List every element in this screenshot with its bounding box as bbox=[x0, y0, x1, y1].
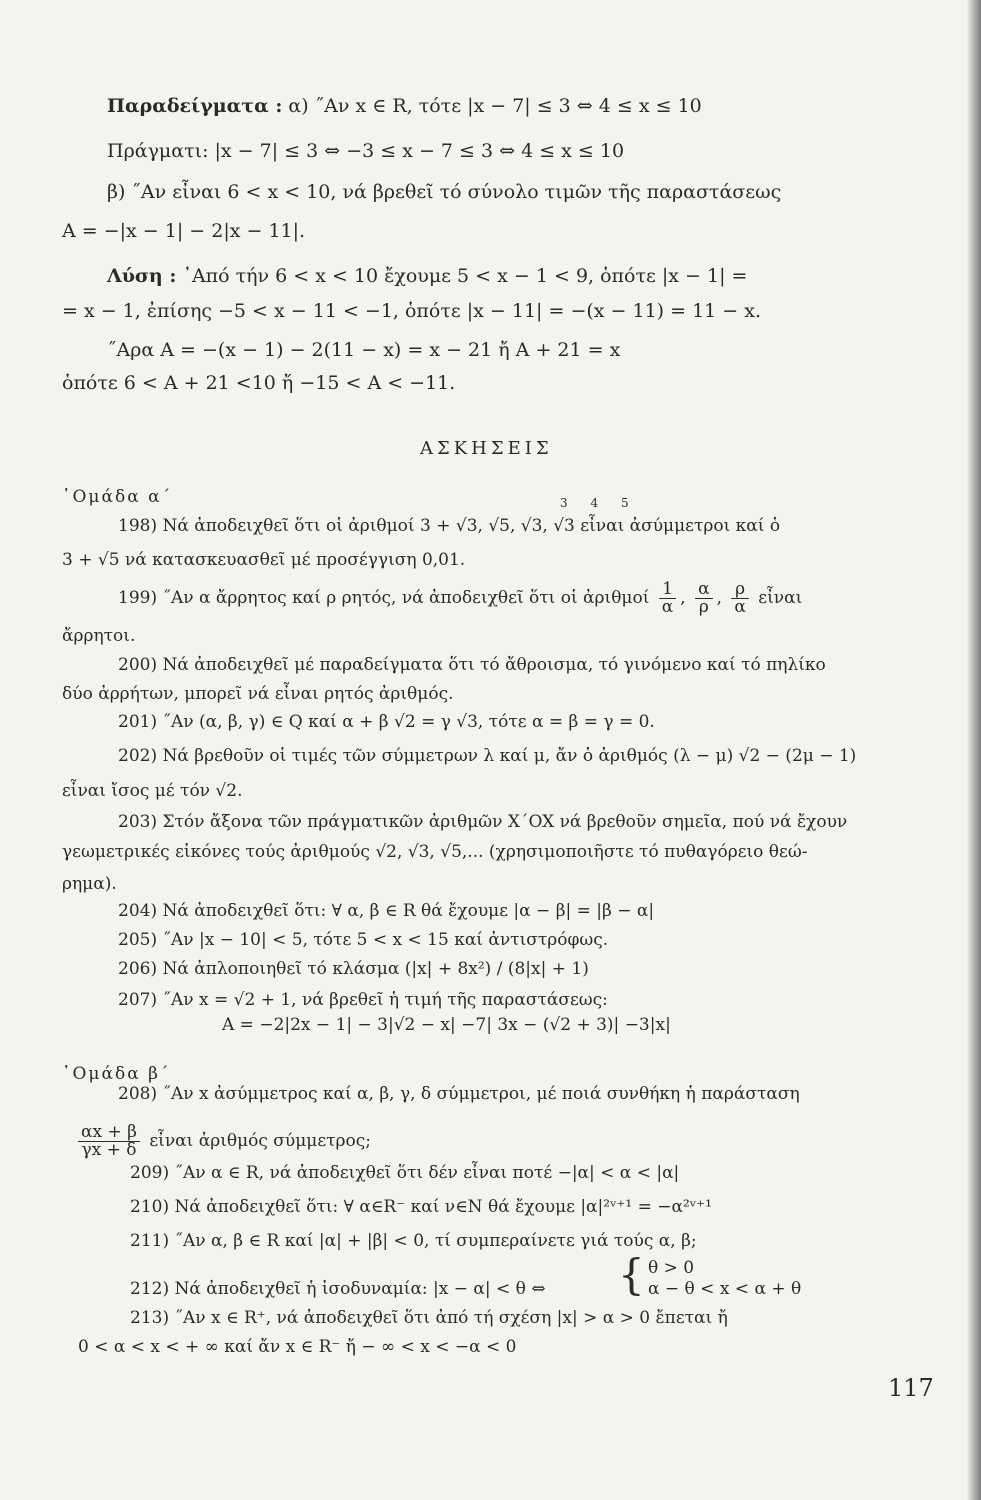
fraction-ax-b-over-yx-d bbox=[78, 1124, 140, 1159]
ex198-root-indices: 3 4 5 bbox=[560, 496, 629, 510]
ex211: 211) ˝Αν α, β ∈ R καί |α| + |β| < 0, τί συμπεραίνετε γιά τούς α, β; bbox=[130, 1231, 697, 1251]
examples-line-4: A = −|x − 1| − 2|x − 11|. bbox=[62, 220, 306, 242]
section-title: ΑΣΚΗΣΕΙΣ bbox=[420, 438, 553, 459]
examples-line-1 bbox=[107, 97, 702, 116]
group-b-heading: ῾Ομάδα β΄ bbox=[62, 1064, 171, 1084]
fraction-alpha-over-rho bbox=[695, 581, 712, 616]
examples-heading: Παραδείγματα : bbox=[107, 95, 283, 117]
ex199-text: 199) ˝Αν α ἄρρητος καί ρ ρητός, νά ἀποδειχθεῖ ὅτι οἱ ἀριθμοί bbox=[118, 588, 650, 608]
ex206: 206) Νά ἀπλοποιηθεῖ τό κλάσμα (|x| + 8x²) / (8|x| + 1) bbox=[118, 959, 589, 979]
frac-num: 1 bbox=[659, 581, 676, 599]
ex201: 201) ˝Αν (α, β, γ) ∈ Q καί α + β √2 = γ √3, τότε α = β = γ = 0. bbox=[118, 712, 655, 732]
ex199-tail: εἶναι bbox=[758, 588, 803, 608]
ex210: 210) Νά ἀποδειχθεῖ ὅτι: ∀ α∈R⁻ καί ν∈N θά ἔχουμε |α|²ᵛ⁺¹ = −α²ᵛ⁺¹ bbox=[130, 1197, 712, 1217]
ex205: 205) ˝Αν |x − 10| < 5, τότε 5 < x < 15 καί ἀντιστρόφως. bbox=[118, 930, 609, 950]
ex199-line-1: 199) ˝Αν α ἄρρητος καί ρ ρητός, νά ἀποδειχθεῖ ὅτι οἱ ἀριθμοί $\frac{1}{\alpha}$ , $\frac{\alpha}{\rho}$ , $\frac{\rho}{\alpha}$ εἶναι bbox=[118, 579, 803, 617]
ex213-line-2: 0 < α < x < + ∞ καί ἄν x ∈ R⁻ ἤ − ∞ < x < −α < 0 bbox=[78, 1337, 517, 1357]
ex213-line-1: 213) ˝Αν x ∈ R⁺, νά ἀποδειχθεῖ ὅτι ἀπό τή σχέση |x| > α > 0 ἔπεται ἤ bbox=[130, 1308, 728, 1328]
solution-text-1: ᾽Από τήν 6 < x < 10 ἔχουμε 5 < x − 1 < 9, ὁπότε |x − 1| = bbox=[182, 265, 748, 287]
ex203-line-3: ρημα). bbox=[62, 874, 117, 894]
frac-den: γx + δ bbox=[81, 1140, 137, 1160]
ex198-line-2: 3 + √5 νά κατασκευασθεῖ μέ προσέγγιση 0,01. bbox=[62, 550, 466, 570]
example-a-statement: α) ˝Αν x ∈ R, τότε |x − 7| ≤ 3 ⇔ 4 ≤ x ≤ 10 bbox=[288, 95, 702, 117]
ex203-line-1: 203) Στόν ἄξονα τῶν πράγματικῶν ἀριθμῶν X΄OX νά βρεθοῦν σημεῖα, πού νά ἔχουν bbox=[118, 812, 848, 832]
ex212-brace: { bbox=[618, 1250, 645, 1299]
fraction-1-over-alpha bbox=[659, 581, 676, 616]
frac-num: αx + β bbox=[78, 1124, 140, 1142]
ex203-line-2: γεωμετρικές εἰκόνες τούς ἀριθμούς √2, √3, √5,... (χρησιμοποιῆστε τό πυθαγόρειο θεώ- bbox=[62, 842, 808, 862]
ex208-line-2 bbox=[78, 1124, 371, 1159]
page-number: 117 bbox=[888, 1374, 934, 1402]
ex207-line-2: A = −2|2x − 1| − 3|√2 − x| −7| 3x − (√2 + 3)| −3|x| bbox=[222, 1015, 671, 1035]
ex212-condition-bottom: α − θ < x < α + θ bbox=[648, 1279, 802, 1299]
ex208-tail: εἶναι ἀριθμός σύμμετρος; bbox=[149, 1131, 372, 1151]
ex202-line-2: εἶναι ἴσος μέ τόν √2. bbox=[62, 781, 243, 801]
frac-den: α bbox=[661, 597, 674, 617]
ex198-line-1: 198) Νά ἀποδειχθεῖ ὅτι οἱ ἀριθμοί 3 + √3, √5, √3, √3 εἶναι ἀσύμμετροι καί ὁ bbox=[118, 516, 781, 536]
frac-num: ρ bbox=[731, 581, 748, 599]
ex207-line-1: 207) ˝Αν x = √2 + 1, νά βρεθεῖ ἡ τιμή τῆς παραστάσεως: bbox=[118, 990, 608, 1010]
fraction-rho-over-alpha bbox=[731, 581, 748, 616]
page-edge-shadow bbox=[967, 0, 981, 1500]
solution-line-2: = x − 1, ἐπίσης −5 < x − 11 < −1, ὁπότε |x − 11| = −(x − 11) = 11 − x. bbox=[62, 300, 762, 322]
ex212-text: 212) Νά ἀποδειχθεῖ ἡ ἰσοδυναμία: |x − α| < θ ⇔ bbox=[130, 1279, 546, 1299]
frac-num: α bbox=[695, 581, 712, 599]
ex208-line-1: 208) ˝Αν x ἀσύμμετρος καί α, β, γ, δ σύμμετροι, μέ ποιά συνθήκη ἡ παράσταση bbox=[118, 1084, 800, 1104]
solution-line-1 bbox=[107, 267, 747, 286]
ex212-condition-top: θ > 0 bbox=[648, 1258, 695, 1278]
ex200-line-2: δύο ἀρρήτων, μπορεῖ νά εἶναι ρητός ἀριθμός. bbox=[62, 684, 454, 704]
solution-line-4: ὁπότε 6 < A + 21 <10 ἤ −15 < A < −11. bbox=[62, 372, 456, 394]
examples-line-3: β) ˝Αν εἶναι 6 < x < 10, νά βρεθεῖ τό σύνολο τιμῶν τῆς παραστάσεως bbox=[107, 181, 782, 203]
ex209: 209) ˝Αν α ∈ R, νά ἀποδειχθεῖ ὅτι δέν εἶναι ποτέ −|α| < α < |α| bbox=[130, 1163, 680, 1183]
examples-line-2: Πράγματι: |x − 7| ≤ 3 ⇔ −3 ≤ x − 7 ≤ 3 ⇔ 4 ≤ x ≤ 10 bbox=[107, 140, 625, 162]
ex202-line-1: 202) Νά βρεθοῦν οἱ τιμές τῶν σύμμετρων λ καί μ, ἄν ὁ ἀριθμός (λ − μ) √2 − (2μ − 1) bbox=[118, 746, 857, 766]
ex200-line-1: 200) Νά ἀποδειχθεῖ μέ παραδείγματα ὅτι τό ἄθροισμα, τό γινόμενο καί τό πηλίκο bbox=[118, 655, 826, 675]
solution-label: Λύση : bbox=[107, 265, 177, 287]
group-a-heading: ῾Ομάδα α΄ bbox=[62, 487, 173, 507]
ex199-line-2: ἄρρητοι. bbox=[62, 626, 136, 646]
ex204: 204) Νά ἀποδειχθεῖ ὅτι: ∀ α, β ∈ R θά ἔχουμε |α − β| = |β − α| bbox=[118, 901, 655, 921]
frac-den: α bbox=[734, 597, 746, 617]
frac-den: ρ bbox=[698, 597, 709, 617]
solution-line-3: ˝Αρα A = −(x − 1) − 2(11 − x) = x − 21 ἤ A + 21 = x bbox=[107, 339, 621, 361]
